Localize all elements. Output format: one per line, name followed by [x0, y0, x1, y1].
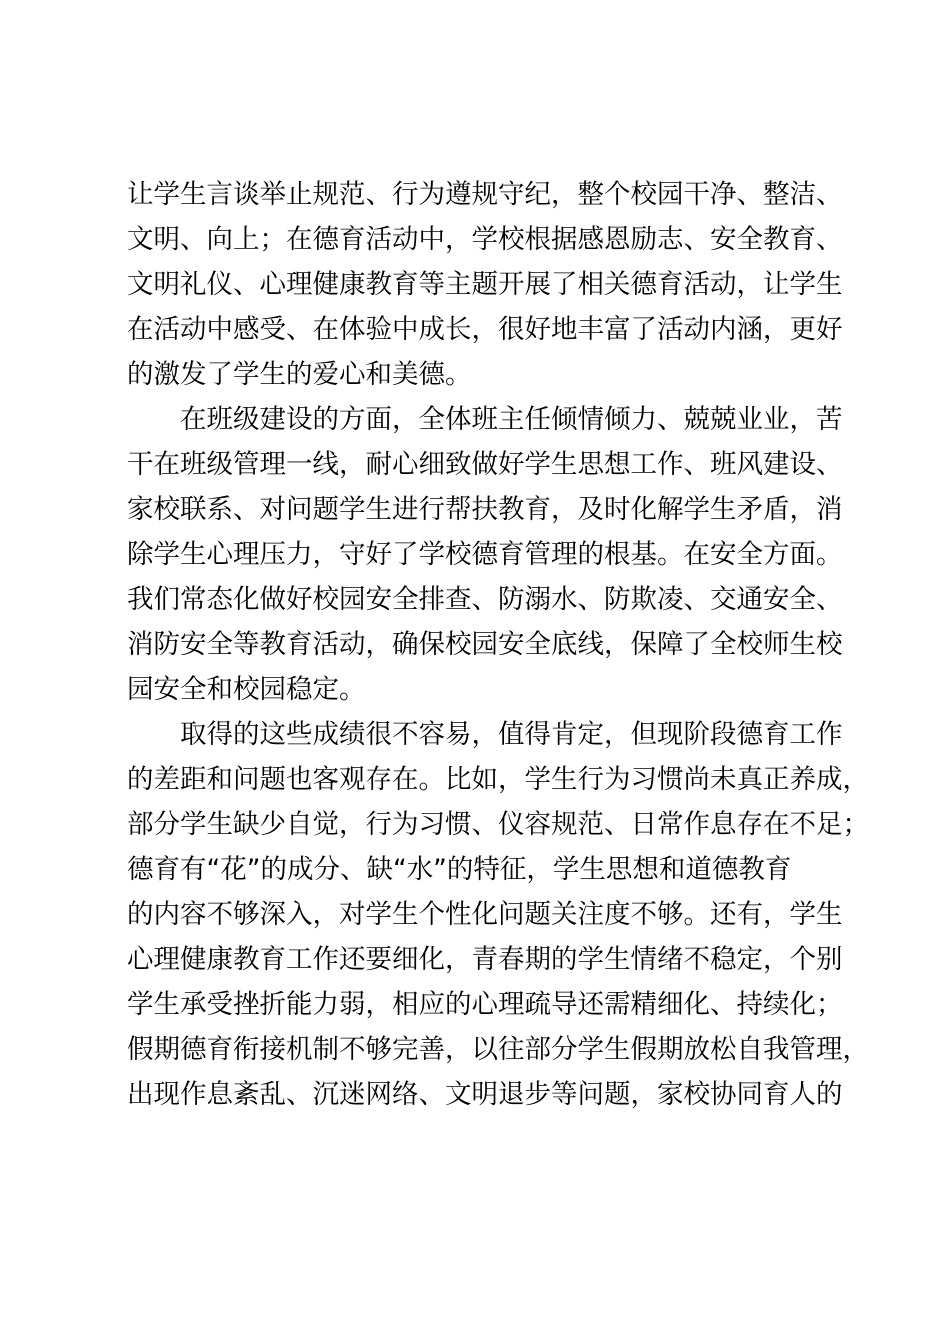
text-line: 文明礼仪、心理健康教育等主题开展了相关德育活动，让学生 — [127, 269, 843, 300]
paragraph-2 — [127, 397, 843, 712]
text-line: 的差距和问题也客观存在。比如，学生行为习惯尚未真正养成， — [127, 764, 869, 795]
text-line: 园安全和校园稳定。 — [127, 674, 366, 705]
text-line: 干在班级管理一线，耐心细致做好学生思想工作、班风建设、 — [127, 449, 843, 480]
text-line: 除学生心理压力，守好了学校德育管理的根基。在安全方面。 — [127, 539, 843, 570]
text-line: 在活动中感受、在体验中成长，很好地丰富了活动内涵，更好 — [127, 314, 843, 345]
text-line: 的激发了学生的爱心和美德。 — [127, 359, 472, 390]
text-line: 出现作息紊乱、沉迷网络、文明退步等问题，家校协同育人的 — [127, 1079, 843, 1110]
text-line: 学生承受挫折能力弱，相应的心理疏导还需精细化、持续化； — [127, 989, 843, 1020]
text-line: 让学生言谈举止规范、行为遵规守纪，整个校园干净、整洁、 — [127, 179, 843, 210]
text-line: 消防安全等教育活动，确保校园安全底线，保障了全校师生校 — [127, 629, 843, 660]
text-line: 家校联系、对问题学生进行帮扶教育，及时化解学生矛盾，消 — [127, 494, 843, 525]
text-line: 的内容不够深入，对学生个性化问题关注度不够。还有，学生 — [127, 899, 843, 930]
text-line: 在班级建设的方面，全体班主任倾情倾力、兢兢业业，苦 — [180, 404, 843, 435]
body-text — [127, 172, 869, 1117]
text-line: 心理健康教育工作还要细化，青春期的学生情绪不稳定，个别 — [127, 944, 843, 975]
text-line: 假期德育衔接机制不够完善，以往部分学生假期放松自我管理， — [127, 1034, 869, 1065]
text-line: 取得的这些成绩很不容易，值得肯定，但现阶段德育工作 — [180, 719, 843, 750]
text-line: 我们常态化做好校园安全排查、防溺水、防欺凌、交通安全、 — [127, 584, 843, 615]
text-line: 德育有“花”的成分、缺“水”的特征，学生思想和道德教育 — [127, 854, 792, 885]
text-line: 部分学生缺少自觉，行为习惯、仪容规范、日常作息存在不足； — [127, 809, 869, 840]
paragraph-1 — [127, 172, 843, 397]
paragraph-3 — [127, 712, 869, 1117]
text-line: 文明、向上；在德育活动中，学校根据感恩励志、安全教育、 — [127, 224, 843, 255]
